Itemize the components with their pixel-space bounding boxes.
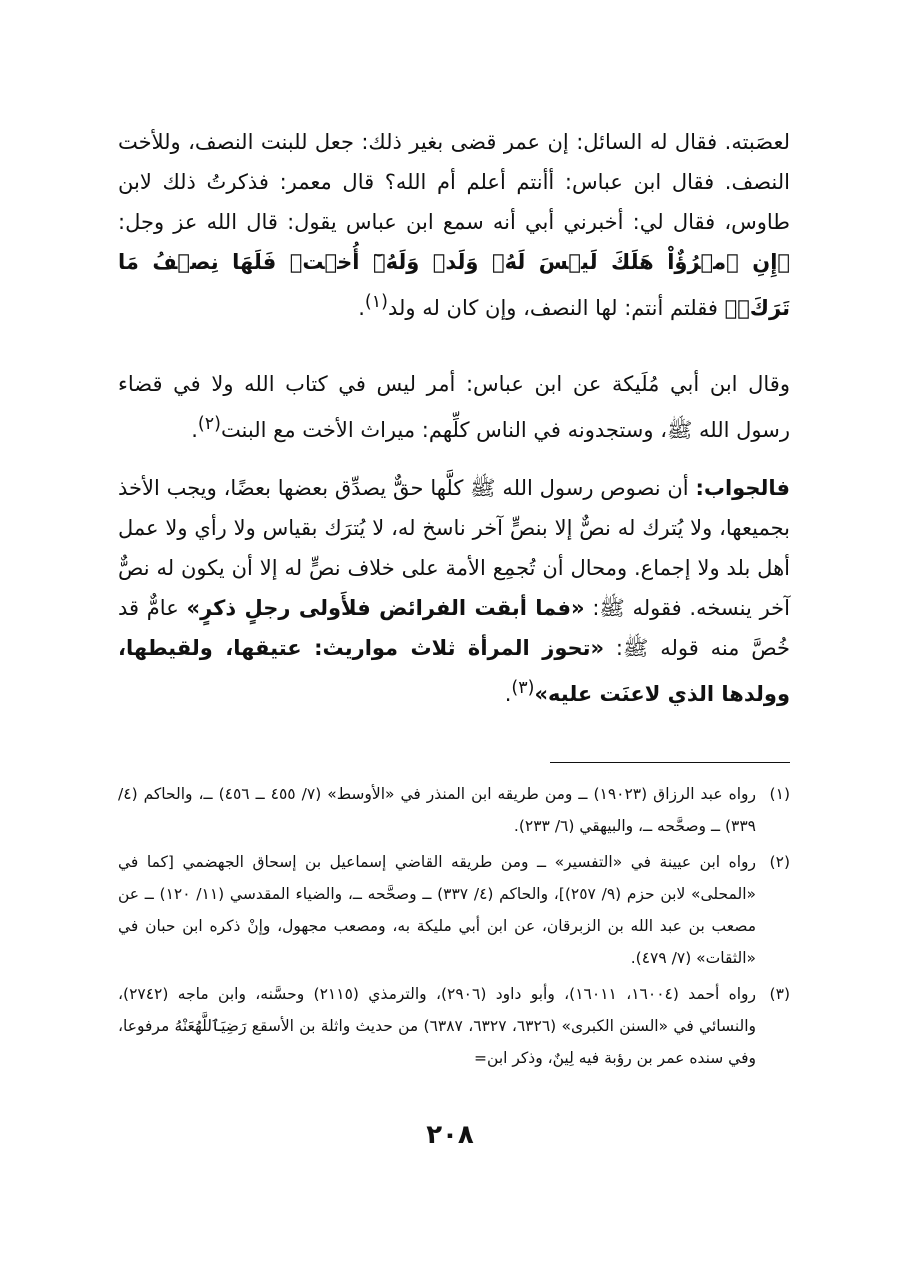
footnote-number: (١) bbox=[769, 785, 790, 803]
paragraph-2-end: . bbox=[191, 418, 198, 442]
footnote-number: (٣) bbox=[769, 985, 790, 1003]
paragraph-2 bbox=[118, 364, 790, 450]
paragraph-1 bbox=[118, 122, 790, 328]
hadith-quote-1: «فما أبقت الفرائض فلأَولى رجلٍ ذكرٍ» bbox=[186, 596, 585, 620]
footnote-1 bbox=[118, 778, 790, 842]
paragraph-2-text: وقال ابن أبي مُلَيكة عن ابن عباس: أمر ليس في كتاب الله ولا في قضاء رسول الله ﷺ، وستجدونه في الناس كلِّهم: ميراث الأخت مع البنت bbox=[118, 372, 790, 442]
paragraph-1-end: . bbox=[358, 296, 365, 320]
footnote-ref-3: (٣) bbox=[511, 678, 535, 698]
footnote-text: رواه عبد الرزاق (١٩٠٢٣) ــ ومن طريقه ابن المنذر في «الأوسط» (٧/ ٤٥٥ ــ ٤٥٦) ــ، والحاكم (٤/ ٣٣٩) ــ وصحَّحه ــ، والبيهقي (٦/ ٢٣٣). bbox=[118, 785, 756, 835]
hadith-quote-2: «تحوز المرأة ثلاث مواريث: عتيقها، ولقيطها، وولدها الذي لاعنَت عليه» bbox=[118, 636, 790, 706]
footnote-ref-1: (١) bbox=[364, 292, 388, 312]
footnote-number: (٢) bbox=[769, 853, 790, 871]
footnotes-block bbox=[118, 778, 790, 1078]
paragraph-1-text-b: فقلتم أنتم: لها النصف، وإن كان له ولد bbox=[387, 296, 718, 320]
paragraph-3 bbox=[118, 468, 790, 714]
quran-verse: ﴿إِنِ ٱمۡرُؤٌاْ هَلَكَ لَيۡسَ لَهُۥ وَلَدٞ وَلَهُۥٓ أُخۡتٞ فَلَهَا نِصۡفُ مَا تَرَكَۚ﴾ bbox=[118, 250, 790, 320]
footnote-text: رواه ابن عيينة في «التفسير» ــ ومن طريقه القاضي إسماعيل بن إسحاق الجهضمي [كما في «المحلى» لابن حزم (٩/ ٢٥٧)]، والحاكم (٤/ ٣٣٧) ــ وصحَّحه ــ، والضياء المقدسي (١١/ ١٢٠) ــ عن مصعب بن عبد الله بن الزبرقان، عن ابن أبي مليكة به، ومصعب مجهول، وإنْ ذكره ابن حبان في «الثقات» (٧/ ٤٧٩). bbox=[118, 853, 757, 967]
footnote-2 bbox=[118, 846, 790, 974]
footnote-ref-2: (٢) bbox=[197, 414, 221, 434]
paragraph-1-text-a: لعصَبته. فقال له السائل: إن عمر قضى بغير ذلك: جعل للبنت النصف، وللأخت النصف. فقال ابن عباس: أأنتم أعلم أم الله؟ قال معمر: فذكرتُ ذلك لابن طاوس، فقال لي: أخبرني أبي أنه سمع ابن عباس يقول: قال الله عز وجل: bbox=[118, 130, 790, 234]
page-number: ٢٠٨ bbox=[426, 1120, 474, 1150]
paragraph-3-text-b: عامٌّ قد خُصَّ منه قوله ﷺ: bbox=[118, 596, 790, 660]
answer-lead: فالجواب: bbox=[695, 476, 790, 500]
paragraph-3-end: . bbox=[504, 682, 512, 706]
footnote-3 bbox=[118, 978, 790, 1074]
paragraph-3-text-a: أن نصوص رسول الله ﷺ كلَّها حقٌّ يصدِّق بعضها بعضًا، ويجب الأخذ بجميعها، ولا يُترك له نصٌّ إلا بنصٍّ آخر ناسخ له، لا يُترَك بقياس ولا رأي ولا عمل أهل بلد ولا إجماع. ومحال أن تُجمِع الأمة على خلاف نصٍّ له إلا أن يكون له نصٌّ آخر ينسخه. فقوله ﷺ: bbox=[118, 476, 790, 620]
footnote-text: رواه أحمد (١٦٠٠٤، ١٦٠١١)، وأبو داود (٢٩٠٦)، والترمذي (٢١١٥) وحسَّنه، وابن ماجه (٢٧٤٢)، والنسائي في «السنن الكبرى» (٦٣٢٦، ٦٣٢٧، ٦٣٨٧) من حديث واثلة بن الأسقع رَضِيَٱللَّهُعَنْهُ مرفوعا، وفي سنده عمر بن رؤبة فيه لِينٌ، وذكر ابن= bbox=[118, 985, 757, 1067]
footnote-divider bbox=[550, 762, 790, 763]
